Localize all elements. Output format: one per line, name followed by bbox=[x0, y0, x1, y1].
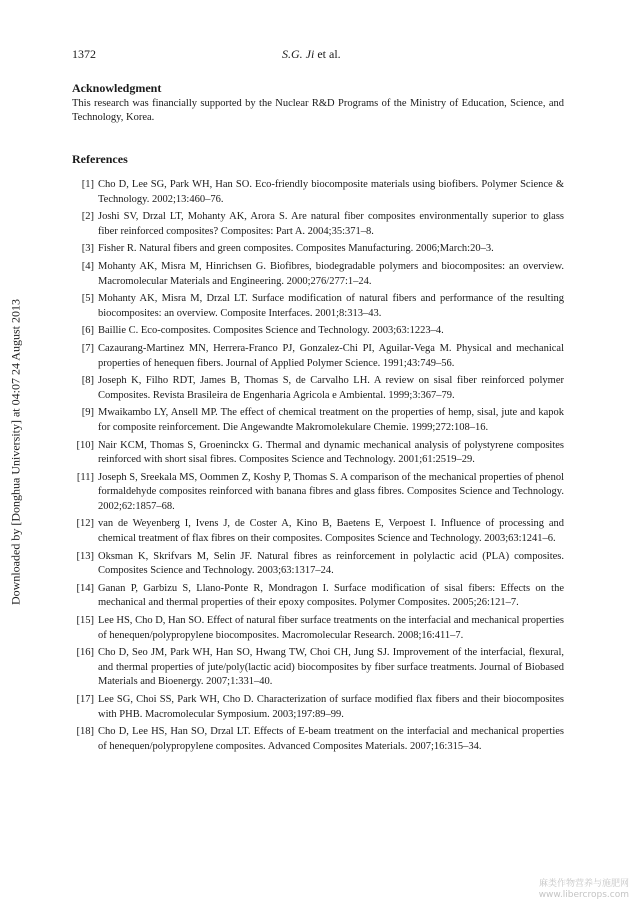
reference-text: Cho D, Lee SG, Park WH, Han SO. Eco-friendly biocomposite materials using biofibers. Polymer Science & Technology. 2002;13:460–76. bbox=[98, 179, 564, 205]
reference-item bbox=[72, 725, 564, 754]
reference-item bbox=[72, 374, 564, 403]
running-head bbox=[282, 47, 341, 62]
reference-item bbox=[72, 292, 564, 321]
reference-text: van de Weyenberg I, Ivens J, de Coster A, Kino B, Baetens E, Verpoest I. Influence of processing and chemical treatment of flax fibres on their composites. Composites Science and Technology. 2003;63:1241–6. bbox=[98, 518, 564, 545]
reference-number: [8] bbox=[81, 375, 94, 387]
reference-number: [2] bbox=[81, 211, 94, 223]
reference-item bbox=[72, 242, 564, 257]
reference-text: Cho D, Lee HS, Han SO, Drzal LT. Effects of E-beam treatment on the interfacial and mechanical properties of henequen/polypropylene composites. Advanced Composites Materials. 2007;16:315–34. bbox=[98, 726, 564, 752]
reference-text: Baillie C. Eco-composites. Composites Science and Technology. 2003;63:1223–4. bbox=[98, 325, 444, 337]
references-heading: References bbox=[72, 152, 128, 166]
reference-text: Joshi SV, Drzal LT, Mohanty AK, Arora S. Are natural fiber composites environmentally superior to glass fiber reinforced composites? Composites: Part A. 2004;35:371–8. bbox=[98, 211, 564, 237]
reference-number: [10] bbox=[76, 439, 94, 451]
reference-text: Cazaurang-Martinez MN, Herrera-Franco PJ, Gonzalez-Chi PI, Aguilar-Vega M. Physical and mechanical properties of henequen fibers. Journal of Applied Polymer Science. 1991;43:749–56. bbox=[98, 342, 564, 369]
reference-text: Oksman K, Skrifvars M, Selin JF. Natural fibres as reinforcement in polylactic acid (PLA) composites. Composites Science and Technology. 2003;63:1317–24. bbox=[98, 550, 564, 577]
reference-text: Joseph S, Sreekala MS, Oommen Z, Koshy P, Thomas S. A comparison of the mechanical properties of phenol formaldehyde composites reinforced with banana fibres and glass fibres. Composites Science and Technology. 2002;62:1857–68. bbox=[98, 471, 564, 512]
reference-text: Ganan P, Garbizu S, Llano-Ponte R, Mondragon I. Surface modification of sisal fibers: Effects on the mechanical and thermal properties of their epoxy composites. Polymer Composites. 2005;26:121–7. bbox=[98, 582, 564, 609]
reference-item bbox=[72, 210, 564, 239]
acknowledgment-heading: Acknowledgment bbox=[72, 81, 162, 95]
reference-text: Lee HS, Cho D, Han SO. Effect of natural fiber surface treatments on the interfacial and mechanical properties of henequen/polypropylene biocomposites. Macromolecular Research. 2008;16:411–7. bbox=[98, 615, 564, 641]
reference-text: Fisher R. Natural fibers and green composites. Composites Manufacturing. 2006;March:20–3. bbox=[98, 243, 494, 255]
page-header bbox=[72, 47, 564, 63]
running-head-authors: S.G. Ji bbox=[282, 47, 315, 61]
reference-number: [12] bbox=[76, 518, 94, 530]
reference-number: [1] bbox=[81, 179, 94, 190]
reference-number: [17] bbox=[76, 694, 94, 705]
reference-number: [6] bbox=[81, 325, 94, 337]
reference-text: Mwaikambo LY, Ansell MP. The effect of chemical treatment on the properties of hemp, sisal, jute and kapok for composite reinforcement. Die Angewandte Makromolekulare Chemie. 1999;272:108–16. bbox=[98, 407, 564, 433]
reference-number: [15] bbox=[76, 615, 94, 627]
reference-item bbox=[72, 178, 564, 207]
reference-item bbox=[72, 324, 564, 339]
reference-number: [18] bbox=[76, 726, 94, 738]
reference-item bbox=[72, 406, 564, 435]
reference-text: Joseph K, Filho RDT, James B, Thomas S, de Carvalho LH. A review on sisal fiber reinforced polymer Composites. Revista Brasileira de Engenharia Agricola e Ambiental. 1999;3:367–79. bbox=[98, 375, 564, 401]
reference-text: Mohanty AK, Misra M, Drzal LT. Surface modification of natural fibers and performance of the resulting biocomposites: an overview. Composite Interfaces. 2001;8:313–43. bbox=[98, 293, 564, 319]
reference-item bbox=[72, 517, 564, 546]
reference-text: Cho D, Seo JM, Park WH, Han SO, Hwang TW, Choi CH, Jung SJ. Improvement of the interfacial, flexural, and thermal properties of jute/poly(lactic acid) biocomposites by fiber surface treatments. Journal of Biobased Materials and Bioenergy. 2007;1:331–40. bbox=[98, 647, 564, 688]
reference-number: [9] bbox=[81, 407, 94, 419]
reference-number: [13] bbox=[76, 550, 94, 562]
reference-item bbox=[72, 471, 564, 515]
acknowledgment-text: This research was financially supported by the Nuclear R&D Programs of the Ministry of Education, Science, and Technology, Korea. bbox=[72, 98, 564, 123]
reference-number: [5] bbox=[81, 293, 94, 305]
download-notice: Downloaded by [Donghua University] at 04:07 24 August 2013 bbox=[8, 299, 23, 605]
reference-text: Mohanty AK, Misra M, Hinrichsen G. Biofibres, biodegradable polymers and biocomposites: an overview. Macromolecular Materials and Engineering. 2000;276/277:1–24. bbox=[98, 260, 564, 287]
reference-item bbox=[72, 439, 564, 468]
reference-number: [11] bbox=[76, 471, 94, 483]
reference-number: [16] bbox=[76, 647, 94, 659]
reference-number: [14] bbox=[76, 582, 94, 594]
page-number: 1372 bbox=[72, 47, 96, 61]
reference-number: [3] bbox=[81, 243, 94, 255]
reference-item bbox=[72, 582, 564, 611]
reference-item bbox=[72, 614, 564, 643]
reference-item bbox=[72, 693, 564, 722]
running-head-etal: et al. bbox=[314, 47, 341, 61]
watermark-line-2: www.libercrops.com bbox=[538, 890, 629, 900]
watermark-line-1: 麻类作物营养与施肥网 bbox=[538, 879, 629, 889]
reference-number: [7] bbox=[81, 342, 94, 354]
reference-item bbox=[72, 646, 564, 690]
reference-item bbox=[72, 342, 564, 371]
reference-list bbox=[72, 178, 564, 757]
reference-text: Lee SG, Choi SS, Park WH, Cho D. Characterization of surface modified flax fibers and their biocomposites with PHB. Macromolecular Symposium. 2003;197:89–99. bbox=[98, 694, 564, 720]
reference-number: [4] bbox=[81, 260, 94, 272]
reference-item bbox=[72, 260, 564, 289]
reference-item bbox=[72, 550, 564, 579]
reference-text: Nair KCM, Thomas S, Groeninckx G. Thermal and dynamic mechanical analysis of polystyrene composites reinforced with short sisal fibres. Composites Science and Technology. 2001;61:2519–29. bbox=[98, 439, 564, 466]
watermark bbox=[539, 879, 629, 901]
